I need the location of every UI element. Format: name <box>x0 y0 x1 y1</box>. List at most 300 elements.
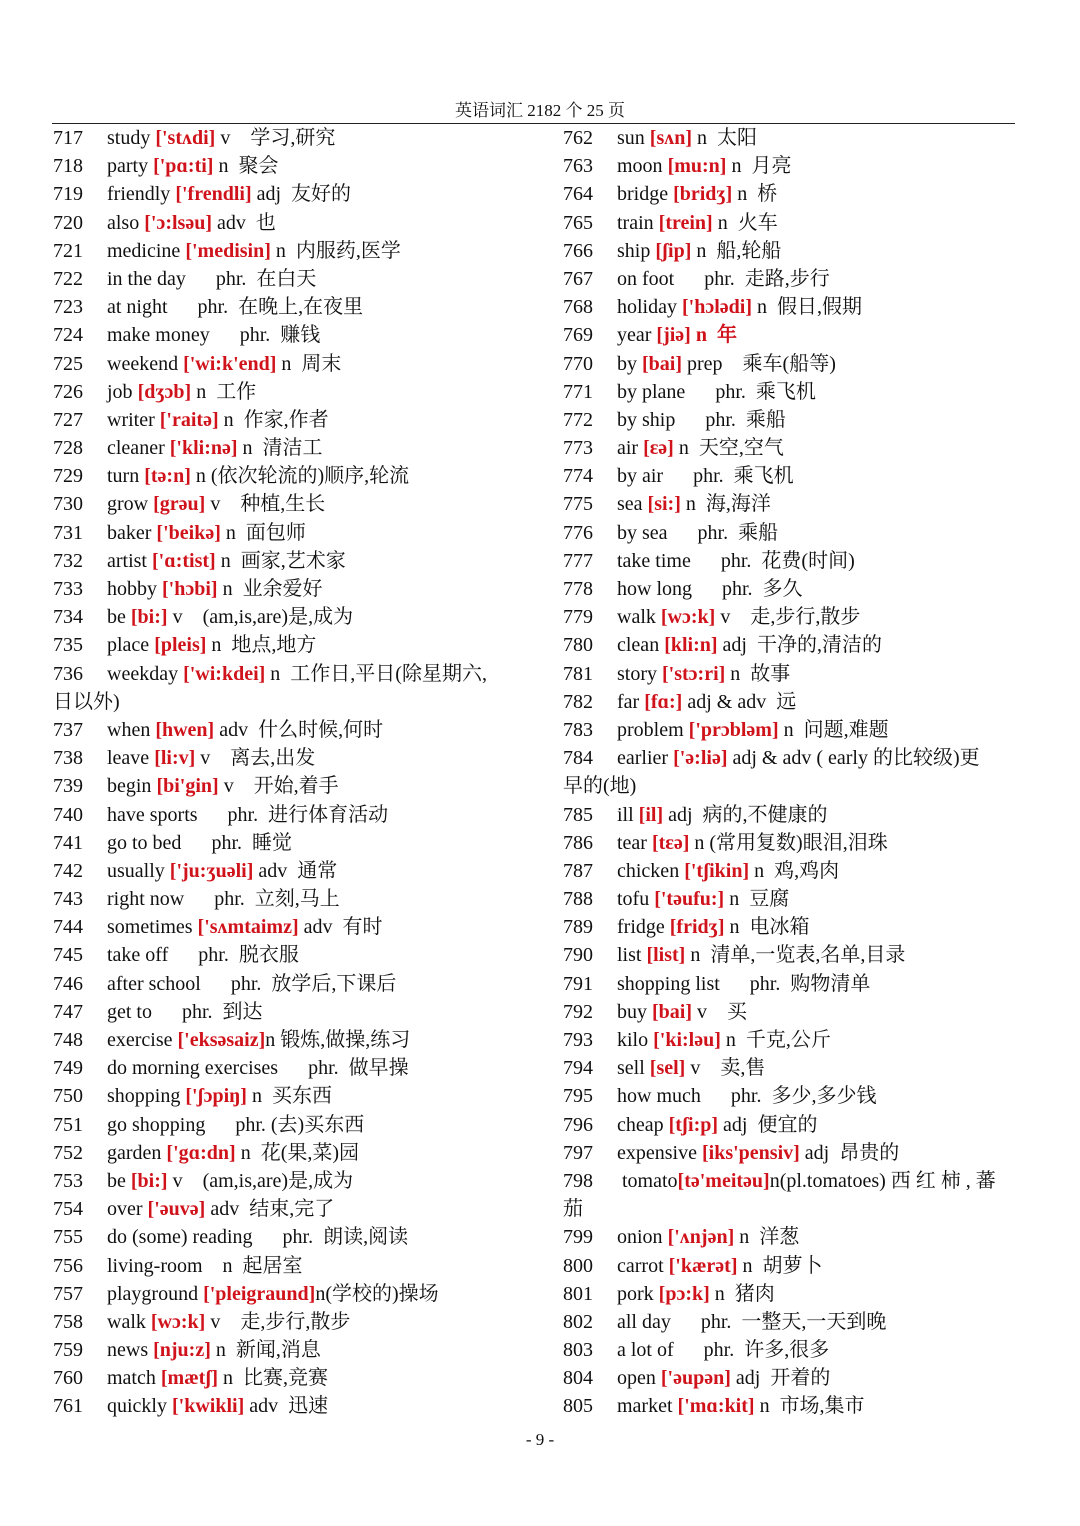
vocab-entry <box>563 1026 1033 1054</box>
entry-word: pork <box>617 1282 659 1305</box>
entry-word: leave <box>107 747 155 770</box>
entry-meaning: phr. 乘飞机 <box>693 465 794 488</box>
entry-word: grow <box>107 493 154 516</box>
entry-number: 803 <box>563 1339 593 1362</box>
vocab-entry <box>563 1167 1033 1195</box>
vocab-entry <box>563 321 1033 349</box>
vocab-entry <box>563 998 1033 1026</box>
entry-phonetic: ['hɔbi] <box>162 578 218 600</box>
entry-word: kilo <box>617 1029 654 1051</box>
entry-phonetic: ['prɔbləm] <box>688 718 779 741</box>
vocab-entry <box>53 350 523 378</box>
entry-word: ill <box>617 803 639 826</box>
entry-word: weekday <box>107 662 184 685</box>
vocab-column-left <box>53 124 523 1421</box>
entry-number: 748 <box>53 1029 83 1051</box>
entry-number: 787 <box>563 859 593 882</box>
vocab-entry <box>53 829 523 857</box>
entry-word: air <box>617 437 644 460</box>
vocab-entry <box>563 152 1033 180</box>
entry-number: 786 <box>563 831 593 854</box>
vocab-entry <box>53 1364 523 1392</box>
entry-word: buy <box>617 1000 652 1023</box>
entry-word: by plane <box>617 380 716 403</box>
entry-meaning: adj 友好的 <box>251 183 352 206</box>
entry-number: 797 <box>563 1141 593 1164</box>
entry-meaning: v 学习,研究 <box>215 127 336 149</box>
entry-meaning: n 假日,假期 <box>752 296 862 319</box>
vocab-entry <box>53 885 523 913</box>
vocab-entry <box>563 744 1033 772</box>
vocab-column-right <box>563 124 1033 1421</box>
entry-number: 720 <box>53 211 83 234</box>
entry-meaning: n 聚会 <box>213 155 279 178</box>
entry-number: 796 <box>563 1113 593 1136</box>
entry-meaning: n 天空,空气 <box>673 437 784 460</box>
entry-word: medicine <box>107 239 186 262</box>
entry-word: by air <box>617 465 694 488</box>
entry-meaning: phr. 放学后,下课后 <box>230 972 397 995</box>
entry-number: 743 <box>53 888 83 911</box>
entry-phonetic: ['ʃɔpiŋ] <box>185 1085 247 1108</box>
vocab-entry <box>563 575 1033 603</box>
vocab-entry <box>53 913 523 941</box>
entry-meaning: adj 干净的,清洁的 <box>717 634 882 657</box>
entry-meaning: v (am,is,are)是,成为 <box>167 606 354 629</box>
entry-phonetic: ['gɑ:dn] <box>166 1141 236 1164</box>
entry-phonetic: [li:v] <box>154 747 196 770</box>
entry-word: match <box>107 1367 161 1390</box>
entry-number: 756 <box>53 1254 83 1277</box>
entry-number: 757 <box>53 1282 83 1305</box>
vocab-entry <box>563 1111 1033 1139</box>
entry-word: list <box>617 944 647 967</box>
entry-number: 762 <box>563 127 593 149</box>
entry-meaning: v 买 <box>692 1000 747 1023</box>
entry-word: shopping <box>107 1085 186 1108</box>
entry-number: 718 <box>53 155 83 178</box>
vocab-entry <box>563 829 1033 857</box>
entry-number: 737 <box>53 718 83 741</box>
entry-meaning: adj 病的,不健康的 <box>663 803 828 826</box>
entry-phonetic: [list] <box>646 944 686 967</box>
vocab-entry <box>563 970 1033 998</box>
entry-meaning: phr. 在晚上,在夜里 <box>197 296 364 319</box>
entry-number: 726 <box>53 380 83 403</box>
entry-number: 769 <box>563 324 593 347</box>
vocab-entry <box>563 209 1033 237</box>
entry-number: 753 <box>53 1169 83 1192</box>
vocab-entry <box>563 519 1033 547</box>
entry-number: 722 <box>53 267 83 290</box>
entry-phonetic: ['əuvə] <box>147 1198 206 1221</box>
entry-word: how much <box>617 1085 731 1108</box>
vocab-entry <box>53 293 523 321</box>
entry-word: usually <box>107 859 170 882</box>
entry-number: 731 <box>53 521 83 544</box>
entry-meaning: phr. 许多,很多 <box>703 1339 830 1362</box>
entry-number: 750 <box>53 1085 83 1108</box>
page-number: - 9 - <box>525 1430 555 1449</box>
entry-meaning: n 胡萝卜 <box>737 1254 823 1277</box>
vocab-entry <box>53 547 523 575</box>
entry-meaning: prep 乘车(船等) <box>682 352 836 375</box>
entry-number: 777 <box>563 549 593 572</box>
entry-number: 745 <box>53 944 83 967</box>
entry-meaning: v 走,步行,散步 <box>205 1310 351 1333</box>
entry-phonetic: ['pleigraund] <box>203 1282 316 1305</box>
entry-phonetic: ['ju:ʒuəli] <box>169 859 254 882</box>
entry-number: 805 <box>563 1395 593 1418</box>
entry-word: go to bed <box>107 831 212 854</box>
entry-number: 747 <box>53 1000 83 1023</box>
entry-meaning: n 年 <box>690 324 737 347</box>
vocab-entry <box>563 124 1033 152</box>
entry-number: 780 <box>563 634 593 657</box>
entry-number: 719 <box>53 183 83 206</box>
vocab-entry <box>53 1111 523 1139</box>
entry-meaning: n 工作日,平日(除星期六, <box>265 662 487 685</box>
entry-number: 766 <box>563 239 593 262</box>
entry-continuation: 日以外) <box>53 690 120 713</box>
entry-meaning: phr. (去)买东西 <box>235 1113 365 1136</box>
entry-word: bridge <box>617 183 674 206</box>
entry-number: 732 <box>53 549 83 572</box>
entry-meaning: n 比赛,竞赛 <box>218 1367 329 1390</box>
entry-word: at night <box>107 296 198 319</box>
entry-phonetic: [ʃip] <box>655 239 692 262</box>
entry-meaning: n 千克,公斤 <box>720 1029 831 1051</box>
entry-number: 759 <box>53 1339 83 1362</box>
entry-word: be <box>107 606 131 629</box>
entry-meaning: phr. 做早操 <box>308 1057 409 1080</box>
vocab-entry <box>53 1082 523 1110</box>
entry-phonetic: ['beikə] <box>156 521 221 544</box>
entry-meaning: n (常用复数)眼泪,泪珠 <box>689 831 888 854</box>
entry-meaning: adv 什么时候,何时 <box>214 718 384 741</box>
vocab-entry <box>53 744 523 772</box>
entry-word: go shopping <box>107 1113 236 1136</box>
entry-meaning: adj & adv 远 <box>682 690 797 713</box>
entry-number: 785 <box>563 803 593 826</box>
entry-phonetic: [jiə] <box>656 324 691 347</box>
entry-word: moon <box>617 155 668 178</box>
vocab-entry <box>53 1252 523 1280</box>
entry-number: 755 <box>53 1226 83 1249</box>
entry-word: cleaner <box>107 437 170 460</box>
vocab-entry <box>53 941 523 969</box>
entry-meaning: n 画家,艺术家 <box>215 549 346 572</box>
entry-word: weekend <box>107 352 184 375</box>
entry-word: in the day <box>107 267 216 290</box>
entry-phonetic: ['wi:kdei] <box>183 662 266 685</box>
vocab-entry <box>53 1392 523 1420</box>
entry-phonetic: [ɛə] <box>643 437 674 460</box>
vocab-entry <box>53 575 523 603</box>
entry-number: 740 <box>53 803 83 826</box>
entry-word: by sea <box>617 521 698 544</box>
entry-number: 738 <box>53 747 83 770</box>
entry-word: after school <box>107 972 231 995</box>
entry-number: 772 <box>563 408 593 431</box>
entry-meaning: n 洋葱 <box>734 1226 800 1249</box>
entry-number: 789 <box>563 916 593 939</box>
vocab-entry <box>563 547 1033 575</box>
entry-phonetic: ['əupən] <box>660 1367 731 1390</box>
entry-number: 721 <box>53 239 83 262</box>
entry-number: 741 <box>53 831 83 854</box>
entry-number: 802 <box>563 1310 593 1333</box>
entry-meaning: phr. 赚钱 <box>239 324 321 347</box>
entry-word: study <box>107 127 156 149</box>
entry-word: earlier <box>617 747 674 770</box>
entry-number: 749 <box>53 1057 83 1080</box>
entry-meaning: phr. 立刻,马上 <box>214 888 340 911</box>
vocab-entry <box>563 857 1033 885</box>
entry-meaning: adj 开着的 <box>730 1367 831 1390</box>
entry-phonetic: ['sʌmtaimz] <box>197 916 299 939</box>
entry-phonetic: ['mɑ:kit] <box>677 1395 755 1418</box>
entry-meaning: n 清单,一览表,名单,目录 <box>685 944 906 967</box>
entry-number: 763 <box>563 155 593 178</box>
entry-meaning: n 锻炼,做操,练习 <box>265 1029 411 1051</box>
entry-number: 752 <box>53 1141 83 1164</box>
entry-phonetic: [tʃi:p] <box>668 1113 719 1136</box>
entry-number: 770 <box>563 352 593 375</box>
vocab-entry <box>563 631 1033 659</box>
entry-meaning: phr. 睡觉 <box>211 831 292 854</box>
entry-number: 728 <box>53 437 83 460</box>
entry-word: walk <box>107 1310 151 1333</box>
entry-word: story <box>617 662 662 685</box>
entry-phonetic: [wɔ:k] <box>150 1310 206 1333</box>
vocab-entry <box>53 237 523 265</box>
entry-word: playground <box>107 1282 204 1305</box>
entry-word: on foot <box>617 267 705 290</box>
entry-word: job <box>107 380 138 403</box>
entry-word: quickly <box>107 1395 172 1418</box>
entry-phonetic: [tɛə] <box>651 831 690 854</box>
entry-phonetic: [bi:] <box>130 1169 168 1192</box>
entry-word: chicken <box>617 859 685 882</box>
entry-number: 736 <box>53 662 83 685</box>
entry-word: walk <box>617 606 661 629</box>
entry-word: sometimes <box>107 916 198 939</box>
vocab-entry <box>563 1252 1033 1280</box>
entry-number: 771 <box>563 380 593 403</box>
vocab-entry <box>53 490 523 518</box>
entry-number: 782 <box>563 690 593 713</box>
vocab-entry <box>563 237 1033 265</box>
vocab-entry <box>563 1336 1033 1364</box>
entry-phonetic: ['kli:nə] <box>169 437 238 460</box>
entry-number: 779 <box>563 606 593 629</box>
entry-number: 767 <box>563 267 593 290</box>
entry-number: 764 <box>563 183 593 206</box>
entry-phonetic: ['ɑ:tist] <box>152 549 216 572</box>
entry-number: 744 <box>53 916 83 939</box>
vocab-entry <box>53 801 523 829</box>
vocab-entry <box>563 1082 1033 1110</box>
entry-meaning: adv 有时 <box>298 916 383 939</box>
vocab-entry <box>563 180 1033 208</box>
entry-phonetic: [mætʃ] <box>160 1367 219 1390</box>
entry-word: a lot of <box>617 1339 704 1362</box>
vocab-entry <box>563 603 1033 631</box>
entry-word: open <box>617 1367 661 1390</box>
entry-number: 781 <box>563 662 593 685</box>
entry-word: all day <box>617 1310 701 1333</box>
vocab-entry <box>53 434 523 462</box>
vocab-entry <box>563 1280 1033 1308</box>
entry-meaning: v (am,is,are)是,成为 <box>167 1169 354 1192</box>
entry-word: clean <box>617 634 665 657</box>
entry-continuation: 茄 <box>563 1198 583 1221</box>
entry-word: turn <box>107 465 145 488</box>
entry-phonetic: ['ʌnjən] <box>667 1226 735 1249</box>
entry-phonetic: ['təufu:] <box>654 888 725 911</box>
entry-phonetic: [tə:n] <box>144 465 191 488</box>
entry-phonetic: [tə'meitəu] <box>677 1169 770 1192</box>
entry-meaning: phr. 朗读,阅读 <box>282 1226 409 1249</box>
entry-word: have sports <box>107 803 228 826</box>
vocab-entry <box>563 660 1033 688</box>
entry-word: holiday <box>617 296 682 319</box>
entry-number: 792 <box>563 1000 593 1023</box>
entry-meaning: n 鸡,鸡肉 <box>749 859 840 882</box>
entry-phonetic: [bridʒ] <box>673 183 733 206</box>
entry-meaning: n 买东西 <box>246 1085 332 1108</box>
page-header: 英语词汇 2182 个 25 页 <box>455 101 625 120</box>
entry-number: 730 <box>53 493 83 516</box>
entry-meaning: phr. 购物清单 <box>749 972 871 995</box>
entry-meaning: n 问题,难题 <box>778 718 889 741</box>
entry-word: market <box>617 1395 678 1418</box>
entry-meaning: n 工作 <box>191 380 257 403</box>
entry-number: 784 <box>563 747 593 770</box>
entry-number: 723 <box>53 296 83 319</box>
vocab-entry <box>563 1364 1033 1392</box>
entry-word: tear <box>617 831 652 854</box>
vocab-entry <box>53 631 523 659</box>
vocab-entry <box>563 434 1033 462</box>
vocab-entry <box>53 1336 523 1364</box>
vocab-entry <box>563 1054 1033 1082</box>
entry-meaning: phr. 多久 <box>722 578 803 600</box>
entry-phonetic: ['frendli] <box>175 183 252 206</box>
entry-number: 793 <box>563 1029 593 1051</box>
entry-meaning: n 船,轮船 <box>691 239 782 262</box>
vocab-entry <box>563 378 1033 406</box>
entry-meaning: v 种植,生长 <box>205 493 326 516</box>
entry-phonetic: [il] <box>638 803 664 826</box>
vocab-entry <box>53 1223 523 1251</box>
entry-word: be <box>107 1169 131 1192</box>
entry-word: take time <box>617 549 721 572</box>
entry-phonetic: ['wi:k'end] <box>183 352 277 375</box>
entry-word: problem <box>617 718 689 741</box>
entry-number: 795 <box>563 1085 593 1108</box>
entry-word: get to <box>107 1000 182 1023</box>
entry-meaning: n 太阳 <box>692 127 758 149</box>
entry-phonetic: [pɔ:k] <box>658 1282 710 1305</box>
entry-meaning: adv 通常 <box>253 859 338 882</box>
entry-meaning: n 猪肉 <box>709 1282 775 1305</box>
entry-word: expensive <box>617 1141 702 1164</box>
vocab-entry <box>563 688 1033 716</box>
vocab-entry <box>53 152 523 180</box>
entry-word: ship <box>617 239 656 262</box>
entry-number: 778 <box>563 578 593 600</box>
entry-number: 768 <box>563 296 593 319</box>
entry-number: 800 <box>563 1254 593 1277</box>
entry-phonetic: [kli:n] <box>664 634 718 657</box>
vocab-entry <box>563 490 1033 518</box>
vocab-entry <box>563 1223 1033 1251</box>
vocab-entry <box>563 265 1033 293</box>
vocab-entry <box>53 1054 523 1082</box>
entry-phonetic: ['kærət] <box>668 1254 738 1277</box>
entry-phonetic: [wɔ:k] <box>660 606 716 629</box>
entry-word: make money <box>107 324 240 347</box>
entry-phonetic: ['medisin] <box>185 239 271 262</box>
entry-meaning: n 市场,集市 <box>754 1395 865 1418</box>
entry-word: how long <box>617 578 722 600</box>
vocab-entry <box>53 660 523 688</box>
entry-word: sun <box>617 127 650 149</box>
entry-number: 783 <box>563 718 593 741</box>
entry-number: 790 <box>563 944 593 967</box>
entry-word: party <box>107 155 154 178</box>
entry-meaning: n 面包师 <box>220 521 306 544</box>
vocab-entry <box>53 1026 523 1054</box>
entry-phonetic: ['ki:ləu] <box>653 1029 721 1051</box>
entry-word: baker <box>107 521 157 544</box>
entry-number: 751 <box>53 1113 83 1136</box>
entry-number: 735 <box>53 634 83 657</box>
entry-word: news <box>107 1339 154 1362</box>
entry-word: over <box>107 1198 148 1221</box>
entry-meaning: phr. 进行体育活动 <box>227 803 389 826</box>
entry-number: 774 <box>563 465 593 488</box>
entry-meaning: n 作家,作者 <box>218 408 329 431</box>
vocab-entry <box>53 1167 523 1195</box>
entry-meaning: n (依次轮流的)顺序,轮流 <box>190 465 410 488</box>
entry-phonetic: [sʌn] <box>649 127 693 149</box>
entry-phonetic: [grəu] <box>153 493 206 516</box>
vocab-entry <box>53 1139 523 1167</box>
entry-meaning: adj & adv ( early 的比较级)更 <box>727 747 980 770</box>
entry-number: 717 <box>53 127 83 149</box>
vocab-entry <box>53 124 523 152</box>
entry-word: train <box>617 211 659 234</box>
entry-phonetic: ['pɑ:ti] <box>153 155 214 178</box>
entry-meaning: n 起居室 <box>222 1254 303 1277</box>
entry-word: sell <box>617 1057 650 1080</box>
entry-meaning: v 开始,着手 <box>218 775 339 798</box>
entry-number: 799 <box>563 1226 593 1249</box>
vocab-entry <box>53 462 523 490</box>
entry-word: artist <box>107 549 152 572</box>
entry-meaning: adj 便宜的 <box>718 1113 818 1136</box>
entry-number: 798 <box>563 1169 593 1192</box>
entry-word: tomato <box>617 1169 678 1192</box>
entry-phonetic: [fɑ:] <box>644 690 683 713</box>
entry-word: do morning exercises <box>107 1057 309 1080</box>
vocab-entry <box>563 350 1033 378</box>
entry-phonetic: [fridʒ] <box>669 916 725 939</box>
entry-phonetic: ['ə:liə] <box>673 747 728 770</box>
